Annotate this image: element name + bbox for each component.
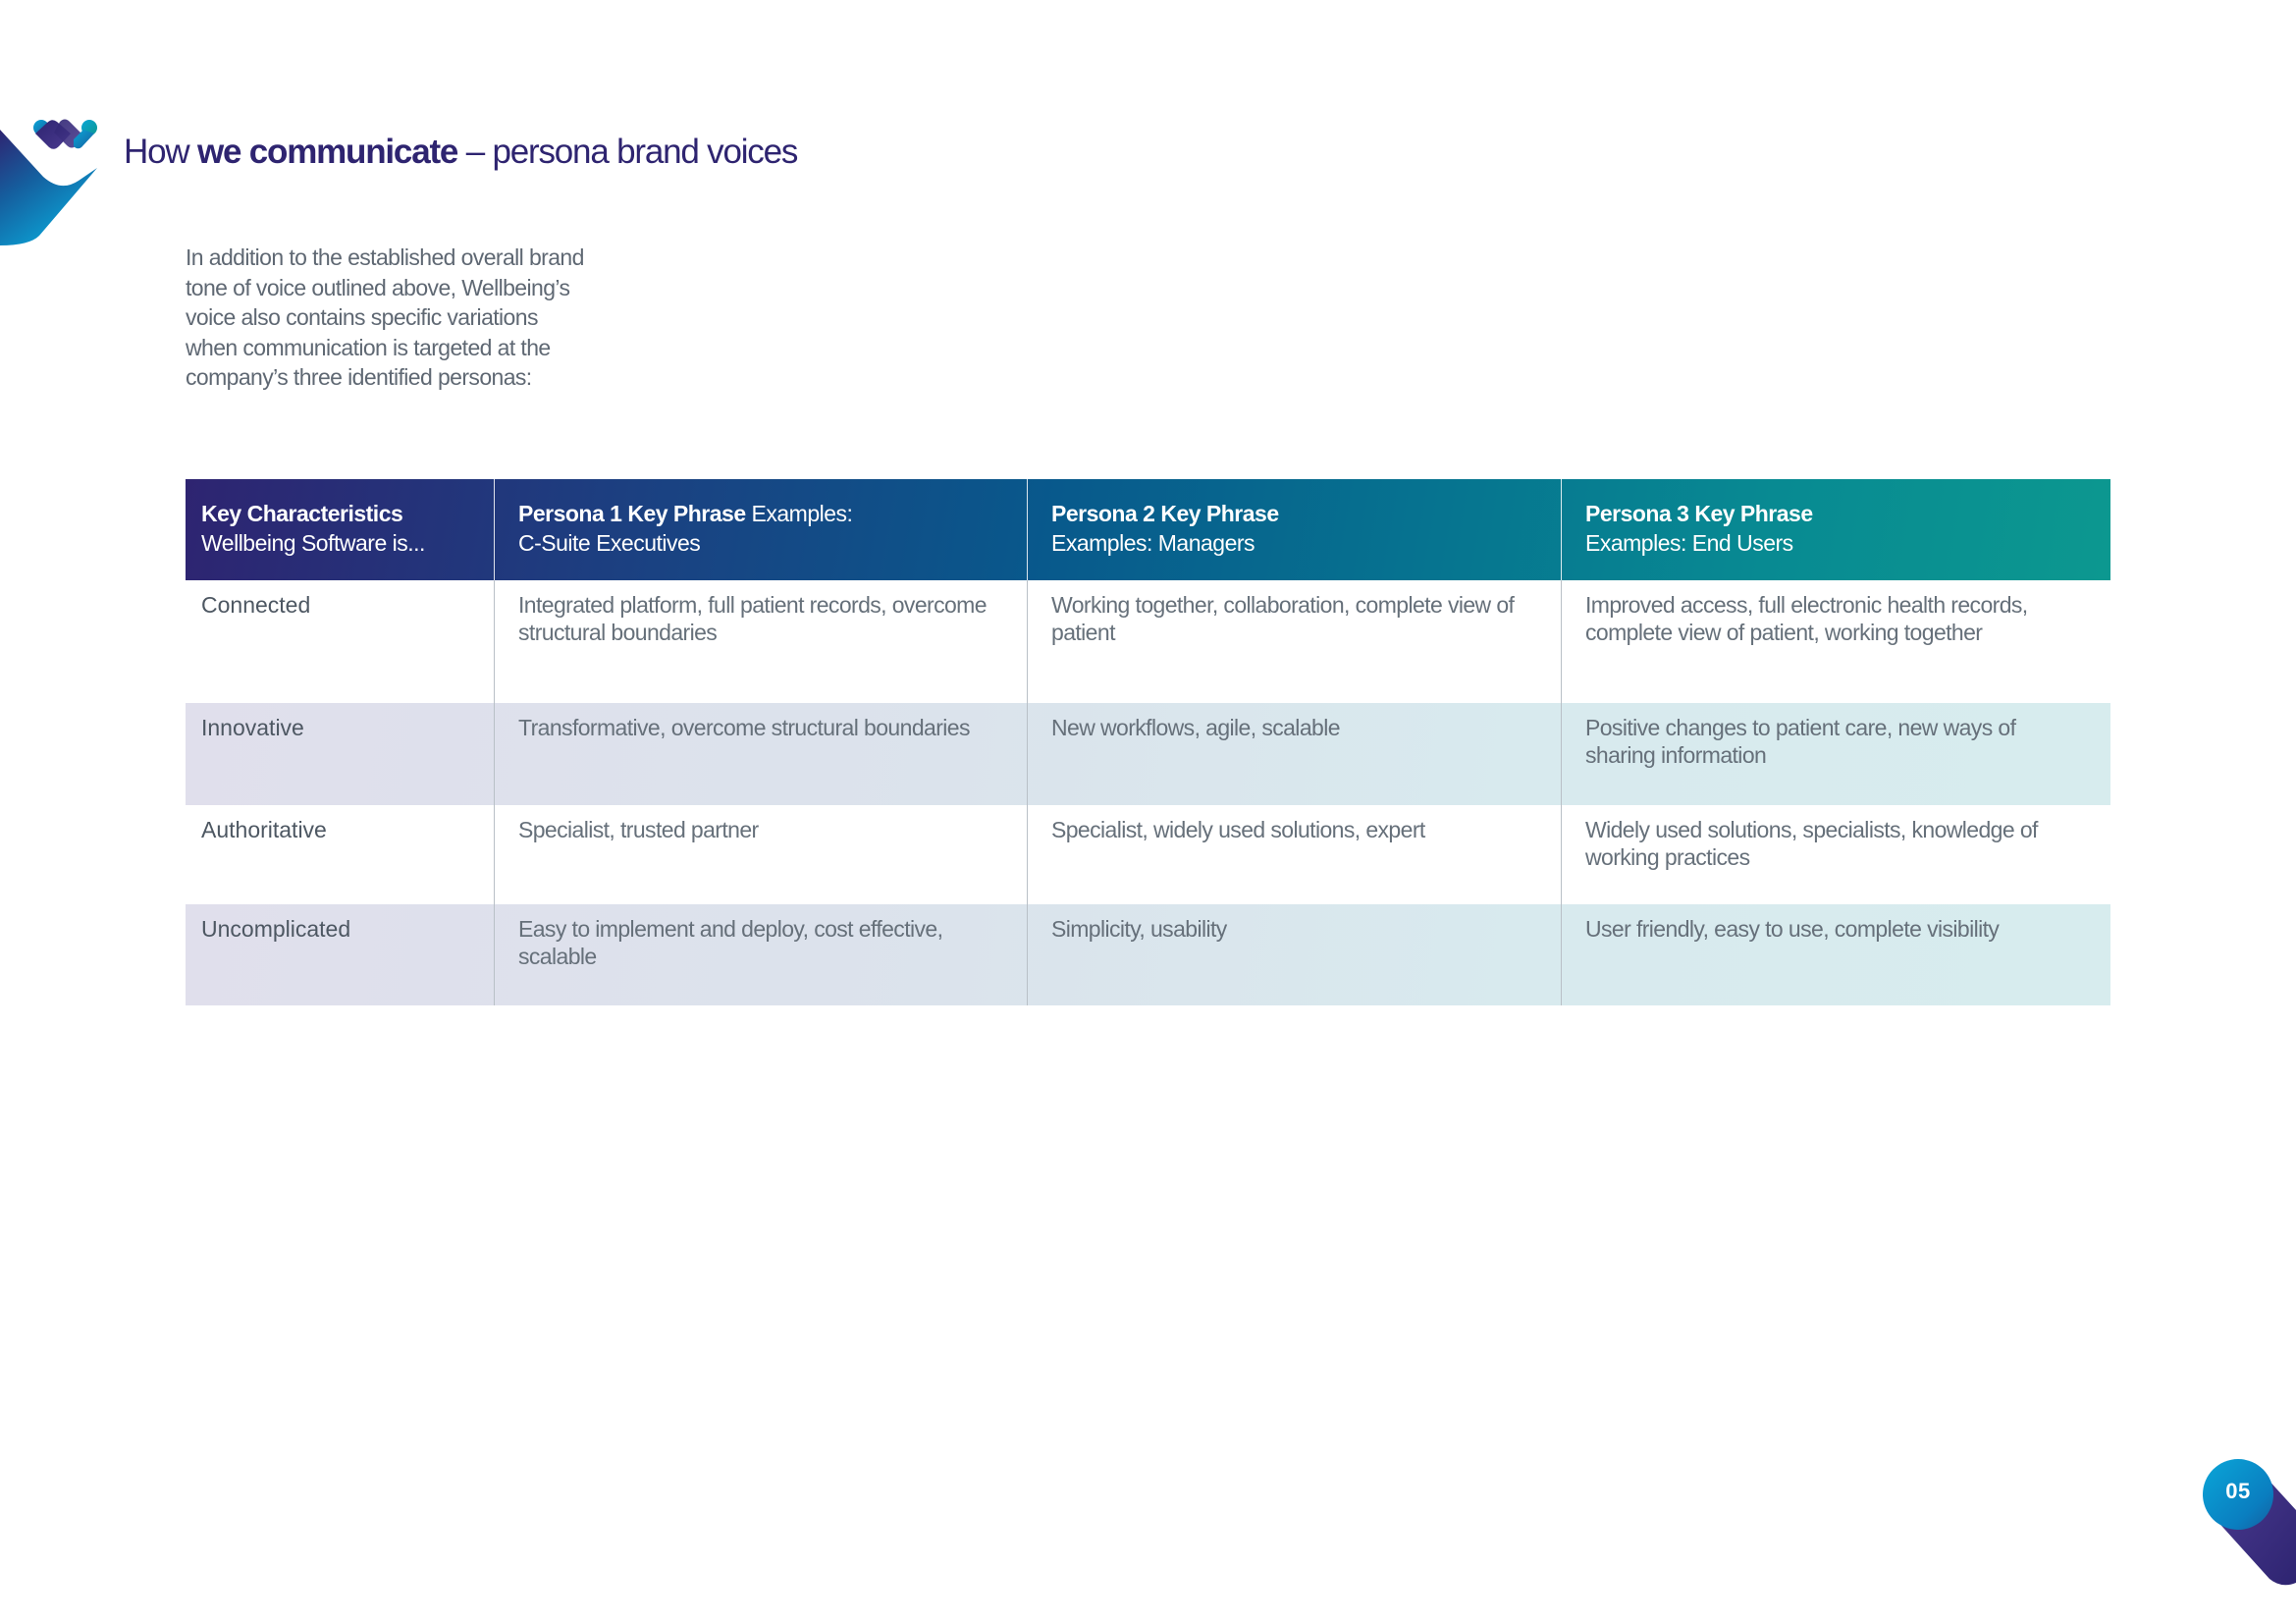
title-suffix: – persona brand voices (457, 133, 798, 172)
row-key: Connected (186, 580, 495, 703)
cell-persona-3: Widely used solutions, specialists, knowledge of working practices (1585, 817, 2038, 870)
cell-persona-1: Easy to implement and deploy, cost effective, scalable (495, 904, 1028, 1005)
header-cell-persona-2 (1028, 479, 1562, 580)
cell-persona-2: Working together, collaboration, complete view of patient (1028, 580, 1562, 703)
header-cell-key-characteristics (186, 479, 495, 580)
cell-persona-3: Positive changes to patient care, new ways of sharing information (1585, 715, 2016, 768)
intro-paragraph (186, 243, 657, 393)
cell-persona-2: Specialist, widely used solutions, expert (1028, 805, 1562, 904)
intro-line: tone of voice outlined above, Wellbeing’s (186, 274, 570, 300)
table-row (186, 904, 2110, 1005)
intro-line: In addition to the established overall brand (186, 244, 584, 270)
cell-persona-1: Specialist, trusted partner (495, 805, 1028, 904)
header-sub: Examples: End Users (1585, 530, 1793, 556)
header-sub: Examples: Managers (1051, 530, 1255, 556)
header-bold: Persona 3 Key Phrase (1585, 501, 1813, 526)
intro-line: voice also contains specific variations (186, 304, 538, 330)
intro-line: company’s three identified personas: (186, 364, 532, 390)
title-prefix: How (124, 133, 197, 172)
page-number: 05 (2225, 1479, 2251, 1503)
cell-persona-2: New workflows, agile, scalable (1028, 703, 1562, 805)
cell-persona-3: User friendly, easy to use, complete visibility (1585, 916, 2000, 942)
persona-voices-table (186, 479, 2110, 1005)
intro-line: when communication is targeted at the (186, 334, 551, 360)
table-row (186, 805, 2110, 904)
header-sub: C-Suite Executives (518, 530, 701, 556)
cell-persona-3: Improved access, full electronic health records, complete view of patient, working together (1585, 592, 2028, 645)
title-bold: we communicate (196, 133, 458, 172)
row-key: Authoritative (186, 805, 495, 904)
cell-persona-1: Integrated platform, full patient records, overcome structural boundaries (495, 580, 1028, 703)
wellbeing-logo-icon (32, 116, 99, 153)
cell-persona-2: Simplicity, usability (1028, 904, 1562, 1005)
header-bold: Persona 1 Key Phrase (518, 501, 746, 526)
row-key: Innovative (186, 703, 495, 805)
header-sub: Wellbeing Software is... (201, 530, 425, 556)
header-bold: Persona 2 Key Phrase (1051, 501, 1279, 526)
header-inline: Examples: (745, 501, 853, 526)
page-title (124, 133, 797, 172)
table-row (186, 580, 2110, 703)
header-cell-persona-3 (1562, 479, 2110, 580)
row-key: Uncomplicated (186, 904, 495, 1005)
cell-persona-1: Transformative, overcome structural boundaries (495, 703, 1028, 805)
table-row (186, 703, 2110, 805)
table-header (186, 479, 2110, 580)
header-cell-persona-1 (495, 479, 1028, 580)
header-bold: Key Characteristics (201, 501, 403, 526)
